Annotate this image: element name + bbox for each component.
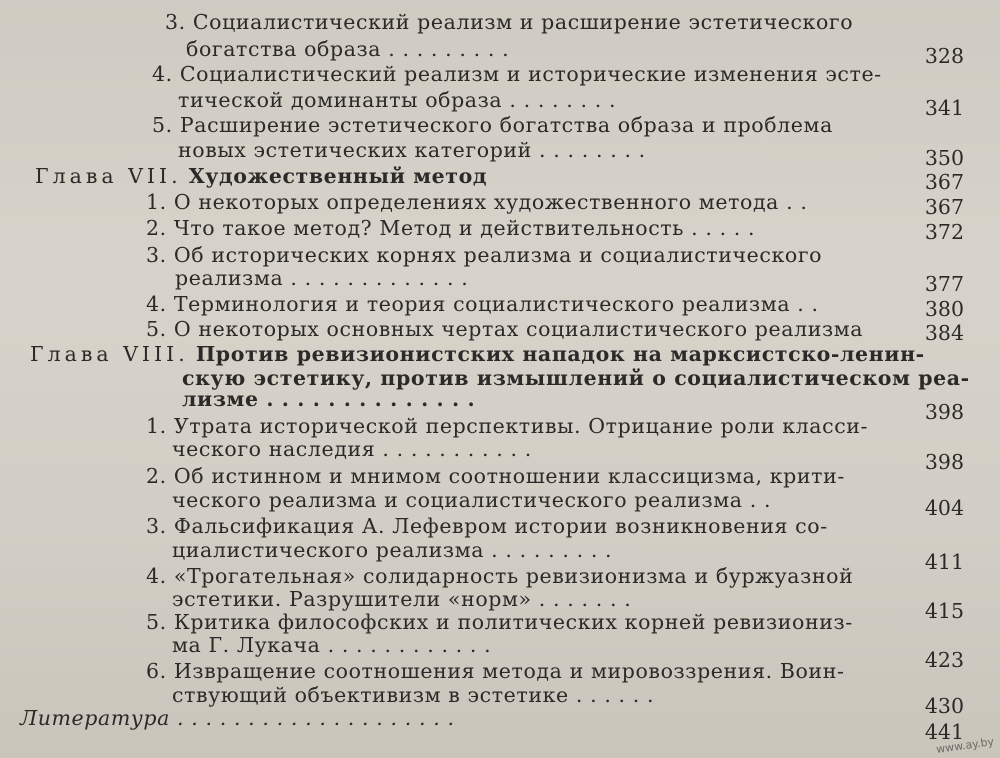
toc-s8-4-line2: эстетики. Разрушители «норм» . . . . . . . xyxy=(172,587,632,611)
toc-literature: Литература . . . . . . . . . . . . . . . . . . . . xyxy=(20,706,455,730)
toc-s7-4-page: 380 xyxy=(924,297,964,321)
toc-s8-6-page: 430 xyxy=(924,694,964,718)
toc-s8-4-page: 415 xyxy=(924,599,964,623)
toc-s6-4-line2: тической доминанты образа . . . . . . . . xyxy=(178,88,617,112)
toc-s6-3-page: 328 xyxy=(924,44,964,68)
toc-s8-2-page: 404 xyxy=(924,496,964,520)
toc-s8-1-page: 398 xyxy=(924,450,964,474)
toc-ch8-title-line1: Против ревизионистских нападок на марксистско-ленин- xyxy=(195,342,925,366)
toc-s8-5-line1: 5. Критика философских и политических корней ревизиониз- xyxy=(146,610,853,634)
toc-s6-5-line2: новых эстетических категорий . . . . . . . . xyxy=(178,138,646,162)
toc-s7-1-page: 367 xyxy=(924,195,964,219)
toc-s8-2-line1: 2. Об истинном и мнимом соотношении классицизма, крити- xyxy=(146,464,845,488)
toc-s7-2-line1: 2. Что такое метод? Метод и действительность . . . . . xyxy=(146,216,756,240)
toc-ch8-prefix: Глава VIII. xyxy=(30,342,189,366)
toc-s7-2-page: 372 xyxy=(924,220,964,244)
toc-s6-5-page: 350 xyxy=(924,146,964,170)
toc-s8-1-line2: ческого наследия . . . . . . . . . . . xyxy=(172,437,532,461)
toc-s7-4-line1: 4. Терминология и теория социалистического реализма . . xyxy=(146,292,819,316)
toc-ch7-title: Художественный метод xyxy=(188,164,488,188)
toc-ch7-page: 367 xyxy=(924,170,964,194)
toc-ch8-heading xyxy=(30,342,925,366)
toc-s8-6-line1: 6. Извращение соотношения метода и мировоззрения. Воин- xyxy=(146,659,845,683)
toc-s7-3-line2: реализма . . . . . . . . . . . . . xyxy=(175,266,469,290)
toc-ch7-heading xyxy=(35,164,487,188)
toc-s7-5-page: 384 xyxy=(924,321,964,345)
toc-s8-2-line2: ческого реализма и социалистического реализма . . xyxy=(172,488,772,512)
toc-literature-page: 441 xyxy=(924,720,964,744)
toc-ch8-title-line3: лизме . . . . . . . . . . . . . . xyxy=(182,387,476,411)
toc-s7-3-page: 377 xyxy=(924,272,964,296)
toc-s6-5-line1: 5. Расширение эстетического богатства образа и проблема xyxy=(152,113,833,137)
toc-s8-4-line1: 4. «Трогательная» солидарность ревизионизма и буржуазной xyxy=(146,564,854,588)
watermark: www.ay.by xyxy=(935,735,995,756)
toc-s8-3-page: 411 xyxy=(924,550,964,574)
toc-s7-1-line1: 1. О некоторых определениях художественного метода . . xyxy=(146,190,808,214)
toc-ch7-prefix: Глава VII. xyxy=(35,164,182,188)
toc-s6-3-line2: богатства образа . . . . . . . . . xyxy=(186,37,510,61)
toc-s7-5-line1: 5. О некоторых основных чертах социалистического реализма xyxy=(146,317,864,341)
toc-s8-5-line2: ма Г. Лукача . . . . . . . . . . . . xyxy=(172,633,492,657)
toc-s8-3-line1: 3. Фальсификация А. Лефевром истории возникновения со- xyxy=(146,514,828,538)
toc-ch8-title-line2: скую эстетику, против измышлений о социалистическом реа- xyxy=(182,366,970,390)
toc-s8-5-page: 423 xyxy=(924,648,964,672)
toc-s8-3-line2: циалистического реализма . . . . . . . . . xyxy=(172,538,613,562)
toc-s7-3-line1: 3. Об исторических корнях реализма и социалистического xyxy=(146,243,823,267)
toc-s8-1-line1: 1. Утрата исторической перспективы. Отрицание роли класси- xyxy=(146,414,869,438)
toc-s6-3-line1: 3. Социалистический реализм и расширение эстетического xyxy=(165,10,854,34)
toc-s6-4-line1: 4. Социалистический реализм и исторические изменения эсте- xyxy=(152,62,882,86)
toc-s6-4-page: 341 xyxy=(924,96,964,120)
toc-s8-6-line2: ствующий объективизм в эстетике . . . . . . xyxy=(172,683,655,707)
toc-ch8-page: 398 xyxy=(924,400,964,424)
